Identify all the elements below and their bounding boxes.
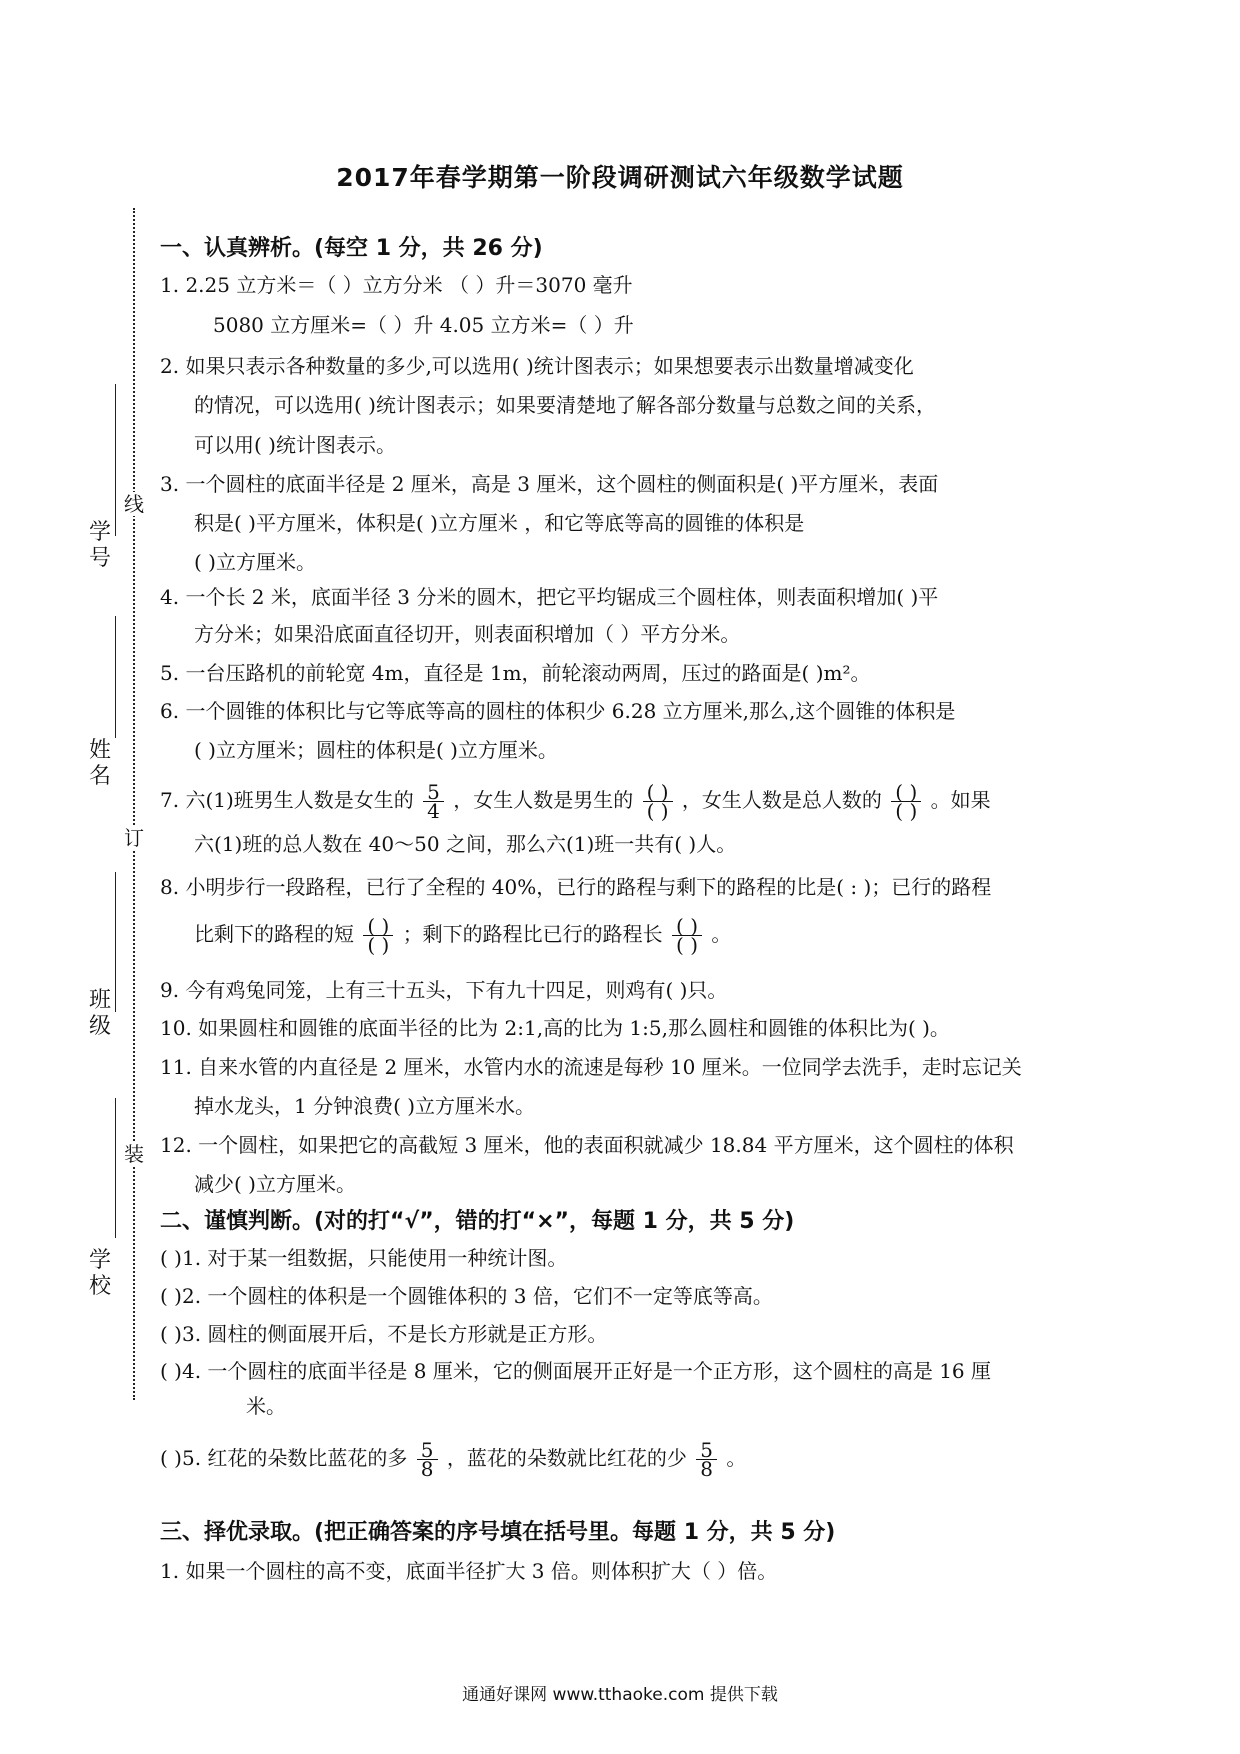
q4-line2: 方分米；如果沿底面直径切开，则表面积增加（ ）平方分米。 <box>194 622 741 646</box>
q8-text1: 比剩下的路程的短 <box>194 922 354 946</box>
q9: 9. 今有鸡兔同笼，上有三十五头，下有九十四足，则鸡有( )只。 <box>160 978 728 1002</box>
q8-blank-fraction-2: $\frac{( )}{( )}$ <box>672 917 702 954</box>
footer-source: 通通好课网 www.tthaoke.com 提供下载 <box>462 1685 778 1705</box>
q8-line2 <box>194 912 731 956</box>
q5: 5. 一台压路机的前轮宽 4m，直径是 1m，前轮滚动两周，压过的路面是( )m²。 <box>160 661 871 685</box>
section3-heading: 三、择优录取。(把正确答案的序号填在括号里。每题 1 分，共 5 分) <box>160 1520 836 1545</box>
q6-line1: 6. 一个圆锥的体积比与它等底等高的圆柱的体积少 6.28 立方厘米,那么,这个圆锥的体积是 <box>160 699 956 723</box>
judge5-fraction-a: $\frac{5}{8}$ <box>417 1441 438 1478</box>
q6-line2: ( )立方厘米；圆柱的体积是( )立方厘米。 <box>194 738 558 762</box>
q8-blank-fraction-1: $\frac{( )}{( )}$ <box>363 917 393 954</box>
judge-item-4-cont: 米。 <box>246 1394 286 1418</box>
q7-text2: ，女生人数是男生的 <box>453 788 634 812</box>
q3-line2: 积是( )平方厘米，体积是( )立方厘米 ，和它等底等高的圆锥的体积是 <box>194 511 805 535</box>
q12-line1: 12. 一个圆柱，如果把它的高截短 3 厘米，他的表面积就减少 18.84 平方厘米，这个圆柱的体积 <box>160 1133 1014 1157</box>
q7-text4: 。如果 <box>930 788 991 812</box>
choice-q1: 1. 如果一个圆柱的高不变，底面半径扩大 3 倍。则体积扩大（ ）倍。 <box>160 1559 778 1583</box>
q2-line2: 的情况，可以选用( )统计图表示；如果要清楚地了解各部分数量与总数之间的关系， <box>194 393 936 417</box>
q1-line1: 1. 2.25 立方米＝（ ）立方分米 （ ）升＝3070 毫升 <box>160 273 633 297</box>
q7-blank-fraction-1: $\frac{( )}{( )}$ <box>643 783 673 820</box>
q2-line3: 可以用( )统计图表示。 <box>194 433 396 457</box>
q1-line2: 5080 立方厘米=（ ）升 4.05 立方米=（ ）升 <box>213 313 634 337</box>
q3-line3: ( )立方厘米。 <box>194 550 316 574</box>
judge5-fraction-b: $\frac{5}{8}$ <box>696 1441 717 1478</box>
school-label: 学校 <box>88 1248 111 1299</box>
q2-line1: 2. 如果只表示各种数量的多少,可以选用( )统计图表示；如果想要表示出数量增减变化 <box>160 354 914 378</box>
q3-line1: 3. 一个圆柱的底面半径是 2 厘米，高是 3 厘米，这个圆柱的侧面积是( )平方厘米，表面 <box>160 472 939 496</box>
judge-item-2: ( )2. 一个圆柱的体积是一个圆锥体积的 3 倍，它们不一定等底等高。 <box>160 1284 773 1308</box>
name-label: 姓名 <box>88 738 111 789</box>
judge-item-3: ( )3. 圆柱的侧面展开后，不是长方形就是正方形。 <box>160 1322 608 1346</box>
school-line <box>115 1098 116 1238</box>
exam-title: 2017年春学期第一阶段调研测试六年级数学试题 <box>336 163 904 192</box>
binding-dotted-line <box>133 208 135 1400</box>
student-id-label: 学号 <box>88 520 111 571</box>
class-line <box>115 872 116 1012</box>
q11-line2: 掉水龙头，1 分钟浪费( )立方厘米水。 <box>194 1094 536 1118</box>
judge-item-5: ( )5. 红花的朵数比蓝花的多 $\frac{5}{8}$ ，蓝花的朵数就比红花的少 $\frac{5}{8}$ 。 <box>160 1438 747 1481</box>
section1-heading: 一、认真辨析。(每空 1 分，共 26 分) <box>160 236 543 261</box>
q7-fraction-5-4: $\frac{5}{4}$ <box>423 783 444 820</box>
q7-line1 <box>160 778 991 822</box>
q4-line1: 4. 一个长 2 米，底面半径 3 分米的圆木，把它平均锯成三个圆柱体，则表面积增加( )平 <box>160 585 939 609</box>
q10: 10. 如果圆柱和圆锥的底面半径的比为 2:1,高的比为 1:5,那么圆柱和圆锥的体积比为( )。 <box>160 1016 950 1040</box>
q7-line2: 六(1)班的总人数在 40～50 之间，那么六(1)班一共有( )人。 <box>194 832 737 856</box>
section2-heading: 二、谨慎判断。(对的打“√”，错的打“×”，每题 1 分，共 5 分) <box>160 1209 795 1234</box>
q12-line2: 减少( )立方厘米。 <box>194 1172 356 1196</box>
judge-item-4: ( )4. 一个圆柱的底面半径是 8 厘米，它的侧面展开正好是一个正方形，这个圆柱的高是 16 厘 <box>160 1359 992 1383</box>
binding-mark-xian: 线 <box>124 492 144 516</box>
student-id-line <box>115 384 116 536</box>
class-label: 班级 <box>88 988 111 1039</box>
q8-text3: 。 <box>711 922 732 946</box>
q11-line1: 11. 自来水管的内直径是 2 厘米，水管内水的流速是每秒 10 厘米。一位同学去洗手，走时忘记关 <box>160 1055 1022 1079</box>
q7-text1: 7. 六(1)班男生人数是女生的 <box>160 788 414 812</box>
binding-mark-zhuang: 装 <box>124 1142 144 1166</box>
q7-blank-fraction-2: $\frac{( )}{( )}$ <box>891 783 921 820</box>
name-line <box>115 616 116 738</box>
judge-item-1: ( )1. 对于某一组数据，只能使用一种统计图。 <box>160 1246 568 1270</box>
binding-mark-ding: 订 <box>124 826 144 850</box>
q8-text2: ；剩下的路程比已行的路程长 <box>402 922 663 946</box>
q7-text3: ，女生人数是总人数的 <box>681 788 882 812</box>
q8-line1: 8. 小明步行一段路程，已行了全程的 40%，已行的路程与剩下的路程的比是( : )；已行的路程 <box>160 875 992 899</box>
